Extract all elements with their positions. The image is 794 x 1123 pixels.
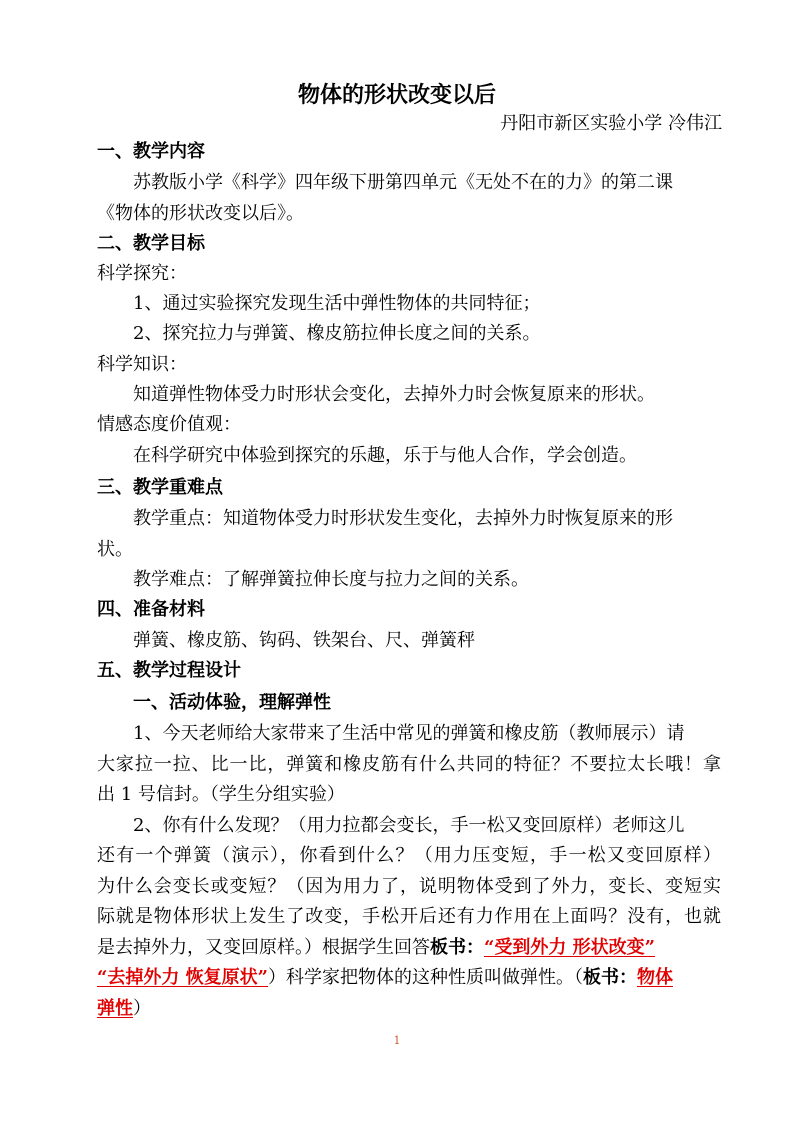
explore-label: 科学探究： <box>97 263 187 284</box>
line-6-text: ）科学家把物体的这种性质叫做弹性。（ <box>267 967 583 988</box>
knowledge-item: 知道弹性物体受力时形状会变化，去掉外力时会恢复原来的形状。 <box>133 384 655 405</box>
paragraph-1-line-2: 大家拉一拉、比一比，弹簧和橡皮筋有什么共同的特征？不要拉太长哦！拿 <box>97 754 721 775</box>
board-note-elasticity-2: 弹性 <box>97 998 133 1019</box>
key-point-line-2: 状。 <box>97 539 133 560</box>
document-title: 物体的形状改变以后 <box>297 82 496 108</box>
paragraph-2-line-6 <box>97 967 673 989</box>
paragraph-2-line-3: 为什么会变长或变短？（因为用力了，说明物体受到了外力，变长、变短实 <box>97 876 721 897</box>
difficulty-point: 教学难点：了解弹簧拉伸长度与拉力之间的关系。 <box>133 569 529 590</box>
knowledge-label: 科学知识： <box>97 354 187 375</box>
activity-subheading: 一、活动体验，理解弹性 <box>133 692 331 713</box>
section-heading-content: 一、教学内容 <box>97 141 205 162</box>
paragraph-1-line-3: 出 1 号信封。（学生分组实验） <box>97 784 345 805</box>
closing-paren: ） <box>133 998 151 1019</box>
paragraph-1-line-1: 1、今天老师给大家带来了生活中常见的弹簧和橡皮筋（教师展示）请 <box>133 723 685 744</box>
paragraph-2-line-2: 还有一个弹簧（演示），你看到什么？（用力压变短，手一松又变回原样） <box>97 845 721 866</box>
line-5-text: 是去掉外力，又变回原样。）根据学生回答 <box>97 937 430 958</box>
section-heading-key-points: 三、教学重难点 <box>97 477 223 498</box>
author-line: 丹阳市新区实验小学 冷伟江 <box>500 113 722 134</box>
board-note-elasticity-1: 物体 <box>636 967 673 988</box>
board-label: 板书： <box>430 937 484 958</box>
explore-item-1: 1、通过实验探究发现生活中弹性物体的共同特征； <box>133 293 541 314</box>
attitude-item: 在科学研究中体验到探究的乐趣，乐于与他人合作，学会创造。 <box>133 445 637 466</box>
key-point-line-1: 教学重点：知道物体受力时形状发生变化，去掉外力时恢复原来的形 <box>133 508 673 529</box>
paragraph-2-line-5 <box>97 937 655 959</box>
materials-list: 弹簧、橡皮筋、钩码、铁架台、尺、弹簧秤 <box>133 630 475 651</box>
page-number: 1 <box>393 1034 401 1047</box>
paragraph-2-line-7 <box>97 998 151 1020</box>
content-line-2: 《物体的形状改变以后》。 <box>97 203 304 224</box>
paragraph-2-line-4: 际就是物体形状上发生了改变，手松开后还有力作用在上面吗？没有，也就 <box>97 906 721 927</box>
board-note-recover: “去掉外力 恢复原状” <box>97 967 268 988</box>
section-heading-materials: 四、准备材料 <box>97 599 205 620</box>
paragraph-2-line-1: 2、你有什么发现？（用力拉都会变长，手一松又变回原样）老师这儿 <box>133 815 685 836</box>
explore-item-2: 2、探究拉力与弹簧、橡皮筋拉伸长度之间的关系。 <box>133 323 541 344</box>
section-heading-process: 五、教学过程设计 <box>97 660 241 681</box>
board-note-force: “受到外力 形状改变” <box>484 937 655 958</box>
section-heading-goals: 二、教学目标 <box>97 233 205 254</box>
board-label-2: 板书： <box>582 967 637 988</box>
content-line-1: 苏教版小学《科学》四年级下册第四单元《无处不在的力》的第二课 <box>133 172 673 193</box>
attitude-label: 情感态度价值观： <box>97 414 241 435</box>
